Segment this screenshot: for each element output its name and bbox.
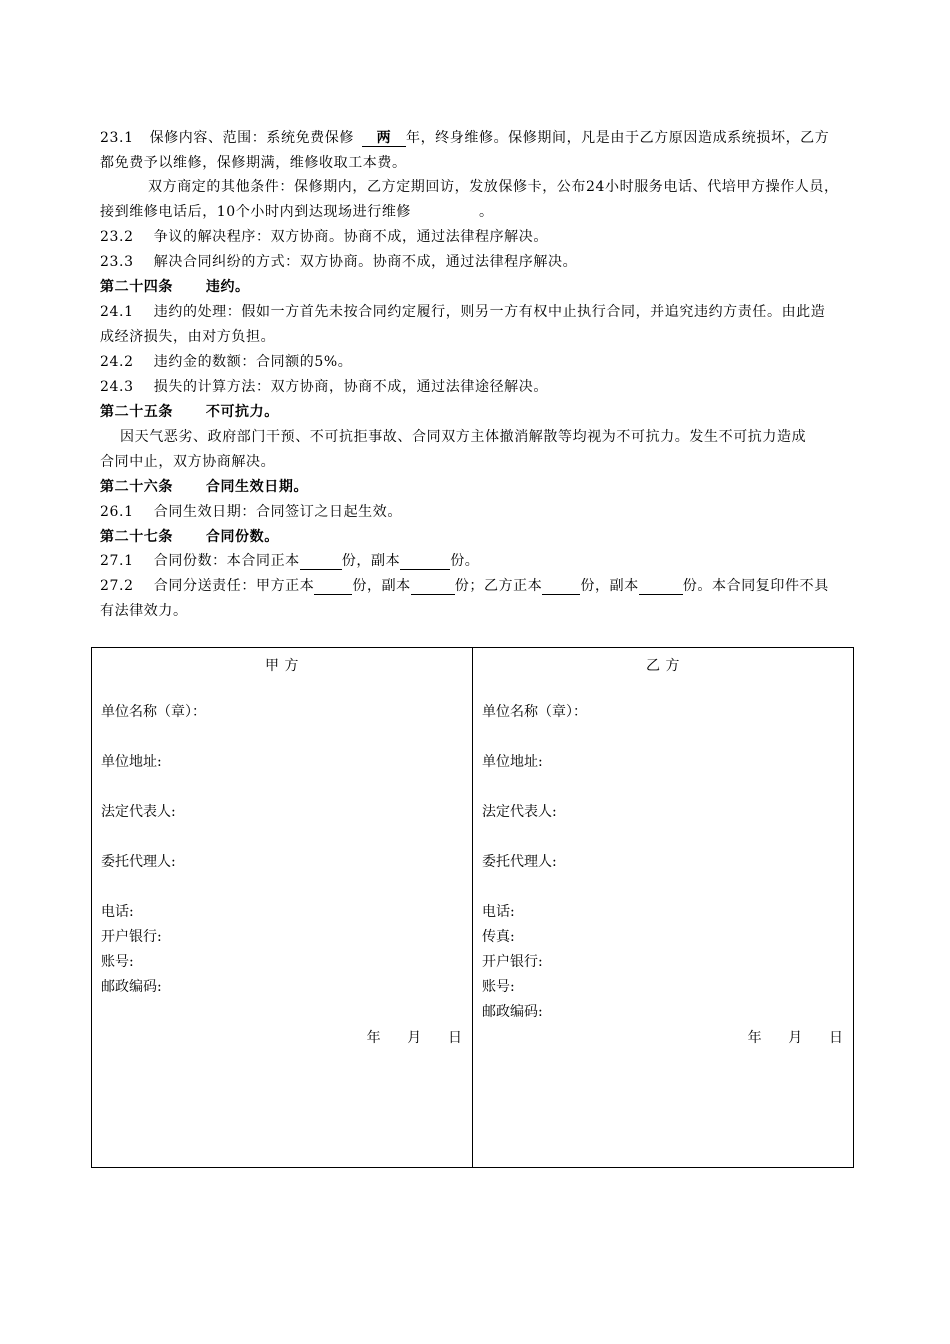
signature-table — [91, 647, 854, 1168]
blank-original-copies — [300, 553, 342, 570]
clause-23-1 — [100, 129, 860, 147]
other-conditions-cont — [100, 203, 860, 221]
party-a-title: 甲 方 — [265, 658, 299, 674]
party-b-address-label: 单位地址: — [482, 754, 543, 770]
other-conditions: 双方商定的其他条件：保修期内，乙方定期回访，发放保修卡，公布24小时服务电话、代培甲方操作人员， — [148, 179, 839, 195]
party-b-account-label: 账号: — [482, 979, 515, 995]
clause-text: 27.2 合同分送责任：甲方正本 — [100, 578, 315, 594]
party-a-address-label: 单位地址: — [101, 754, 162, 770]
clause-text: 份。本合同复印件不具 — [682, 578, 829, 594]
blank-b-duplicate — [639, 578, 683, 595]
clause-text: 份；乙方正本 — [454, 578, 543, 594]
clause-text: 接到维修电话后，10个小时内到达现场进行维修 — [100, 204, 412, 220]
clause-23-2: 23.2 争议的解决程序：双方协商。协商不成，通过法律程序解决。 — [100, 229, 548, 245]
party-b-name-label: 单位名称（章）： — [482, 704, 587, 720]
clause-27-2-cont: 有法律效力。 — [100, 603, 188, 619]
party-b-bank-label: 开户银行: — [482, 954, 543, 970]
clause-24-2: 24.2 违约金的数额：合同额的5%。 — [100, 354, 353, 370]
party-a-date: 年 月 日 — [366, 1030, 462, 1046]
clause-25-cont: 合同中止，双方协商解决。 — [100, 454, 276, 470]
blank-a-duplicate — [411, 578, 455, 595]
clause-text: 份，副本 — [341, 553, 401, 569]
article-27-heading: 第二十七条 合同份数。 — [100, 529, 279, 545]
blank-b-original — [542, 578, 580, 595]
party-b-rep-label: 法定代表人: — [482, 804, 557, 820]
party-b-phone-label: 电话: — [482, 904, 515, 920]
clause-27-1 — [100, 552, 860, 570]
blank-a-original — [314, 578, 352, 595]
clause-text: 保修内容、范围：系统免费保修 — [149, 130, 354, 146]
article-24-heading: 第二十四条 违约。 — [100, 279, 250, 295]
party-b-title: 乙 方 — [646, 658, 680, 674]
party-a-cell — [92, 648, 473, 1168]
blank-duplicate-copies — [400, 553, 450, 570]
clause-text: 份。 — [450, 553, 480, 569]
party-a-postcode-label: 邮政编码: — [101, 979, 162, 995]
clause-text: 份，副本 — [580, 578, 639, 594]
party-a-name-label: 单位名称（章）： — [101, 704, 206, 720]
clause-24-3: 24.3 损失的计算方法：双方协商，协商不成，通过法律途径解决。 — [100, 379, 548, 395]
clause-24-1: 24.1 违约的处理：假如一方首先未按合同约定履行，则另一方有权中止执行合同，并追究违约方责任。由此造 — [100, 304, 826, 320]
party-b-date: 年 月 日 — [747, 1030, 843, 1046]
clause-23-1-cont: 都免费予以维修，保修期满，维修收取工本费。 — [100, 155, 407, 171]
party-b-fax-label: 传真: — [482, 929, 515, 945]
clause-27-2 — [100, 577, 860, 595]
article-26-heading: 第二十六条 合同生效日期。 — [100, 479, 309, 495]
clause-24-1-cont: 成经济损失，由对方负担。 — [100, 329, 276, 345]
clause-text: 。 — [479, 204, 494, 220]
party-a-rep-label: 法定代表人: — [101, 804, 176, 820]
party-a-phone-label: 电话: — [101, 904, 134, 920]
clause-number: 23.1 — [100, 130, 134, 146]
clause-text: 份，副本 — [352, 578, 411, 594]
party-b-cell — [473, 648, 854, 1168]
party-a-account-label: 账号: — [101, 954, 134, 970]
warranty-years-value: 两 — [362, 130, 406, 147]
clause-26-1: 26.1 合同生效日期：合同签订之日起生效。 — [100, 504, 402, 520]
clause-text: 27.1 合同份数：本合同正本 — [100, 553, 300, 569]
party-b-postcode-label: 邮政编码: — [482, 1004, 543, 1020]
party-a-agent-label: 委托代理人: — [101, 854, 176, 870]
article-25-heading: 第二十五条 不可抗力。 — [100, 404, 279, 420]
party-a-bank-label: 开户银行: — [101, 929, 162, 945]
clause-23-3: 23.3 解决合同纠纷的方式：双方协商。协商不成，通过法律程序解决。 — [100, 254, 578, 270]
clause-text: 年，终身维修。保修期间，凡是由于乙方原因造成系统损坏，乙方 — [405, 130, 830, 146]
party-b-agent-label: 委托代理人: — [482, 854, 557, 870]
clause-25: 因天气恶劣、政府部门干预、不可抗拒事故、合同双方主体撤消解散等均视为不可抗力。发生不可抗力造成 — [120, 429, 807, 445]
